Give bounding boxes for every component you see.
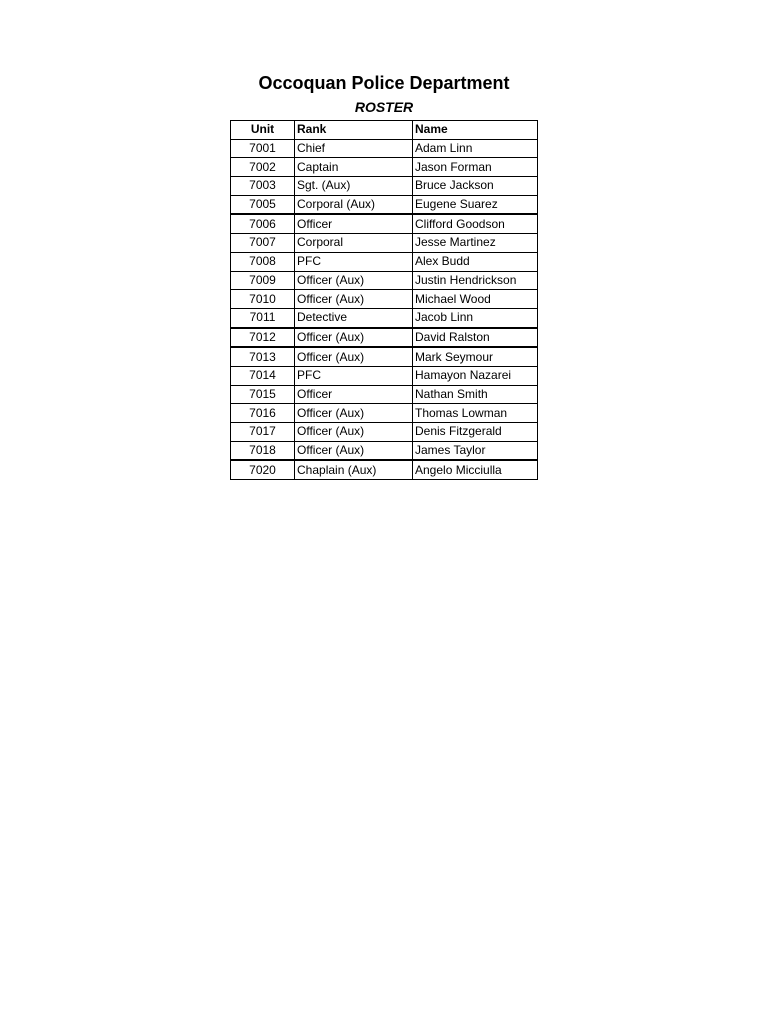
cell-rank: Officer [295, 385, 413, 404]
cell-name: Hamayon Nazarei [413, 366, 538, 385]
cell-unit: 7016 [231, 404, 295, 423]
cell-rank: Officer [295, 214, 413, 233]
cell-name: Clifford Goodson [413, 214, 538, 233]
cell-name: Justin Hendrickson [413, 271, 538, 290]
table-row [231, 460, 538, 479]
table-row [231, 366, 538, 385]
cell-unit: 7015 [231, 385, 295, 404]
cell-rank: Detective [295, 308, 413, 327]
cell-unit: 7009 [231, 271, 295, 290]
cell-rank: PFC [295, 366, 413, 385]
cell-name: Jason Forman [413, 158, 538, 177]
table-row [231, 158, 538, 177]
column-header-name: Name [413, 121, 538, 140]
cell-rank: Captain [295, 158, 413, 177]
cell-unit: 7002 [231, 158, 295, 177]
column-header-rank: Rank [295, 121, 413, 140]
cell-rank: Sgt. (Aux) [295, 177, 413, 196]
cell-unit: 7018 [231, 441, 295, 460]
column-header-unit: Unit [231, 121, 295, 140]
cell-unit: 7014 [231, 366, 295, 385]
cell-rank: Officer (Aux) [295, 290, 413, 309]
table-row [231, 252, 538, 271]
cell-unit: 7012 [231, 328, 295, 348]
table-row [231, 139, 538, 158]
cell-unit: 7020 [231, 460, 295, 479]
table-row [231, 214, 538, 233]
cell-rank: Officer (Aux) [295, 328, 413, 348]
cell-name: Angelo Micciulla [413, 460, 538, 479]
table-header-row [231, 121, 538, 140]
table-row [231, 347, 538, 366]
cell-unit: 7003 [231, 177, 295, 196]
cell-rank: Chaplain (Aux) [295, 460, 413, 479]
cell-rank: Officer (Aux) [295, 441, 413, 460]
cell-rank: Corporal [295, 234, 413, 253]
cell-name: Jesse Martinez [413, 234, 538, 253]
cell-unit: 7005 [231, 195, 295, 214]
cell-name: Eugene Suarez [413, 195, 538, 214]
table-row [231, 271, 538, 290]
cell-name: Adam Linn [413, 139, 538, 158]
table-row [231, 177, 538, 196]
cell-rank: PFC [295, 252, 413, 271]
cell-rank: Chief [295, 139, 413, 158]
cell-name: Thomas Lowman [413, 404, 538, 423]
cell-name: James Taylor [413, 441, 538, 460]
cell-unit: 7010 [231, 290, 295, 309]
cell-name: Jacob Linn [413, 308, 538, 327]
cell-rank: Officer (Aux) [295, 404, 413, 423]
table-row [231, 404, 538, 423]
table-row [231, 423, 538, 442]
table-row [231, 385, 538, 404]
table-row [231, 328, 538, 348]
cell-rank: Officer (Aux) [295, 423, 413, 442]
cell-unit: 7008 [231, 252, 295, 271]
table-row [231, 290, 538, 309]
cell-name: Mark Seymour [413, 347, 538, 366]
table-row [231, 234, 538, 253]
cell-name: Alex Budd [413, 252, 538, 271]
cell-rank: Corporal (Aux) [295, 195, 413, 214]
cell-name: Nathan Smith [413, 385, 538, 404]
page-subtitle: ROSTER [354, 99, 414, 115]
table-row [231, 308, 538, 327]
cell-rank: Officer (Aux) [295, 271, 413, 290]
cell-name: Denis Fitzgerald [413, 423, 538, 442]
cell-unit: 7013 [231, 347, 295, 366]
cell-name: David Ralston [413, 328, 538, 348]
table-row [231, 441, 538, 460]
cell-unit: 7001 [231, 139, 295, 158]
cell-unit: 7011 [231, 308, 295, 327]
cell-unit: 7006 [231, 214, 295, 233]
cell-unit: 7017 [231, 423, 295, 442]
roster-table [230, 120, 538, 480]
page-title: Occoquan Police Department [258, 73, 510, 93]
cell-unit: 7007 [231, 234, 295, 253]
cell-name: Bruce Jackson [413, 177, 538, 196]
cell-name: Michael Wood [413, 290, 538, 309]
cell-rank: Officer (Aux) [295, 347, 413, 366]
table-row [231, 195, 538, 214]
